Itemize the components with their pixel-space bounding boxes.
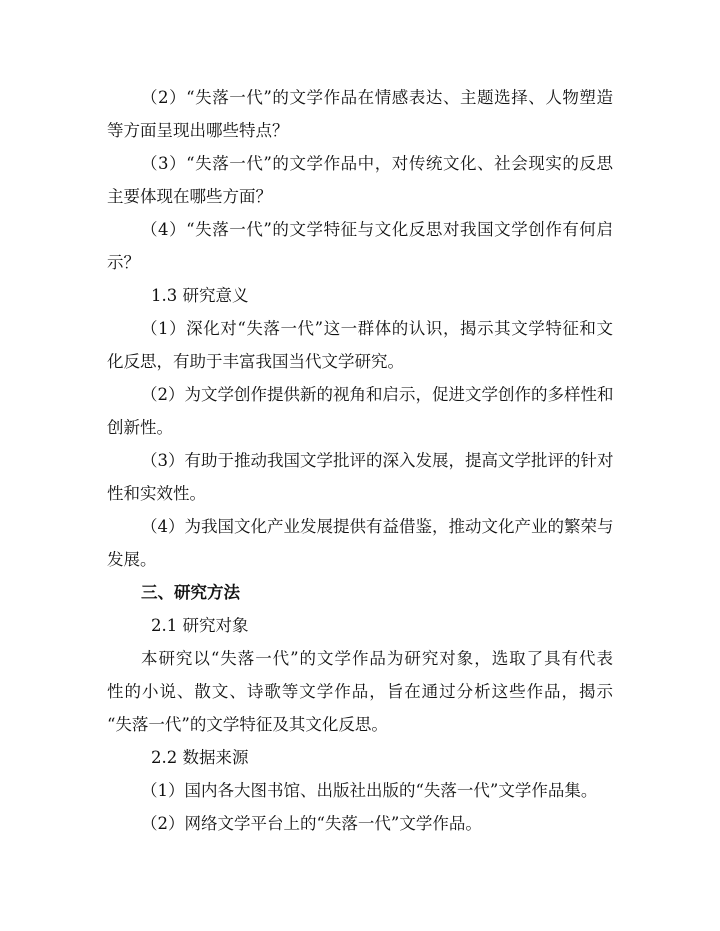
paragraph-line: （3）有助于推动我国文学批评的深入发展，提高文学批评的针对: [141, 451, 614, 470]
section-heading: 1.3 研究意义: [151, 286, 249, 305]
paragraph-line: 化反思，有助于丰富我国当代文学研究。: [107, 352, 404, 371]
paragraph-line: （2）网络文学平台上的“失落一代”文学作品。: [141, 814, 482, 833]
section-heading: 2.1 研究对象: [151, 616, 249, 635]
paragraph-line: 性和实效性。: [107, 484, 206, 503]
paragraph-line: “失落一代”的文学特征及其文化反思。: [107, 715, 388, 734]
paragraph-line: 示？: [107, 253, 140, 272]
paragraph-line: 等方面呈现出哪些特点？: [107, 121, 289, 140]
paragraph-line: （1）深化对“失落一代”这一群体的认识，揭示其文学特征和文: [141, 319, 613, 338]
paragraph-line: 本研究以“失落一代”的文学作品为研究对象，选取了具有代表: [141, 649, 613, 668]
paragraph-line: （3）“失落一代”的文学作品中，对传统文化、社会现实的反思: [141, 154, 613, 173]
paragraph-line: （4）为我国文化产业发展提供有益借鉴，推动文化产业的繁荣与: [141, 517, 614, 536]
paragraph-line: 主要体现在哪些方面？: [107, 187, 272, 206]
paragraph-line: （1）国内各大图书馆、出版社出版的“失落一代”文学作品集。: [141, 781, 598, 800]
section-heading: 2.2 数据来源: [151, 748, 249, 767]
paragraph-line: 发展。: [107, 550, 157, 569]
paragraph-line: 性的小说、散文、诗歌等文学作品，旨在通过分析这些作品，揭示: [107, 682, 613, 701]
paragraph-line: （2）“失落一代”的文学作品在情感表达、主题选择、人物塑造: [141, 88, 613, 107]
chapter-heading: 三、研究方法: [141, 583, 240, 602]
paragraph-line: 创新性。: [107, 418, 173, 437]
paragraph-line: （4）“失落一代”的文学特征与文化反思对我国文学创作有何启: [141, 220, 613, 239]
paragraph-line: （2）为文学创作提供新的视角和启示，促进文学创作的多样性和: [141, 385, 614, 404]
